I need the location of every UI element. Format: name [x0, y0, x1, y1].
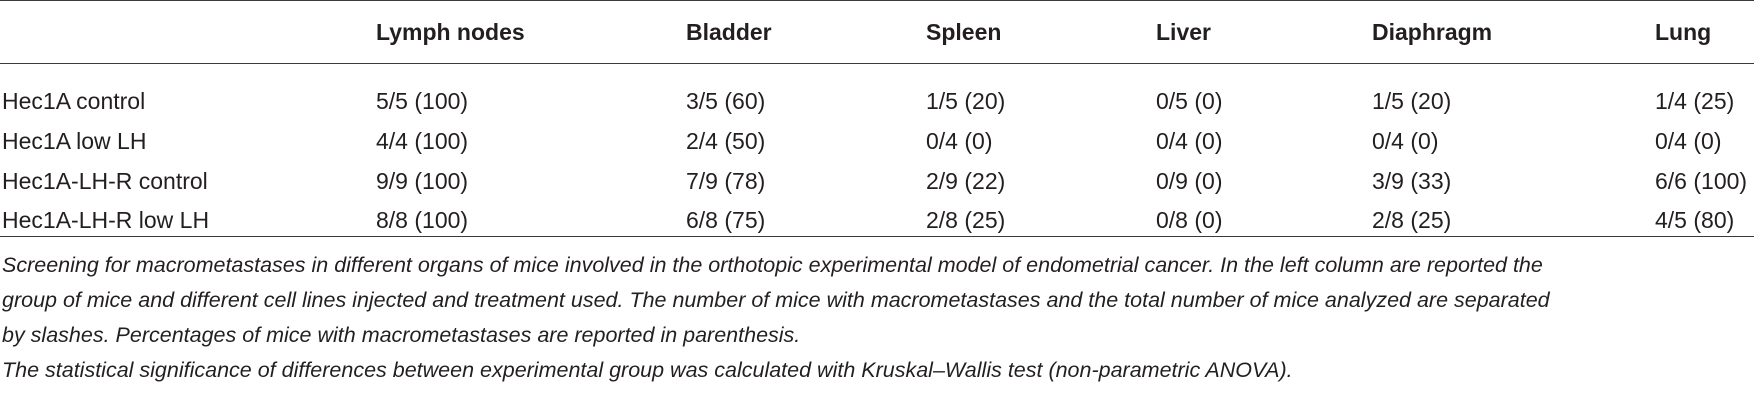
table-cell: 1/5 (20)	[926, 88, 1006, 114]
column-header-lymph-nodes: Lymph nodes	[376, 19, 525, 45]
table-cell: 4/5 (80)	[1655, 207, 1735, 233]
caption-line: group of mice and different cell lines injected and treatment used. The number of mice with macrometastases and the total number of mice analyzed are separated	[2, 288, 1550, 312]
column-header-spleen: Spleen	[926, 19, 1002, 45]
table-caption	[2, 248, 1752, 388]
table-cell: 0/8 (0)	[1156, 207, 1223, 233]
row-label: Hec1A-LH-R control	[2, 168, 208, 194]
table-cell: 0/4 (0)	[1372, 128, 1439, 154]
table-cell: 1/4 (25)	[1655, 88, 1735, 114]
row-label: Hec1A low LH	[2, 128, 147, 154]
caption-line: by slashes. Percentages of mice with macrometastases are reported in parenthesis.	[2, 323, 801, 347]
table-cell: 3/5 (60)	[686, 88, 766, 114]
table-cell: 0/4 (0)	[1655, 128, 1722, 154]
table-header-rule	[0, 63, 1754, 64]
table-cell: 9/9 (100)	[376, 168, 469, 194]
column-header-liver: Liver	[1156, 19, 1211, 45]
row-label: Hec1A control	[2, 88, 146, 114]
table-bottom-rule	[0, 236, 1754, 237]
table-cell: 2/9 (22)	[926, 168, 1006, 194]
column-header-diaphragm: Diaphragm	[1372, 19, 1493, 45]
column-header-lung: Lung	[1655, 19, 1712, 45]
table-cell: 8/8 (100)	[376, 207, 469, 233]
table-cell: 7/9 (78)	[686, 168, 766, 194]
caption-line: Screening for macrometastases in different organs of mice involved in the orthotopic experimental model of endometrial cancer. In the left column are reported the	[2, 253, 1543, 277]
table-cell: 4/4 (100)	[376, 128, 469, 154]
table-cell: 2/8 (25)	[1372, 207, 1452, 233]
table-cell: 6/8 (75)	[686, 207, 766, 233]
table-cell: 6/6 (100)	[1655, 168, 1748, 194]
table-top-rule	[0, 0, 1754, 1]
caption-line: The statistical significance of differences between experimental group was calculated with Kruskal–Wallis test (non-parametric ANOVA).	[2, 358, 1293, 382]
table-cell: 2/8 (25)	[926, 207, 1006, 233]
table-cell: 0/4 (0)	[1156, 128, 1223, 154]
table-cell: 0/5 (0)	[1156, 88, 1223, 114]
table-cell: 3/9 (33)	[1372, 168, 1452, 194]
table-cell: 0/9 (0)	[1156, 168, 1223, 194]
row-label: Hec1A-LH-R low LH	[2, 207, 210, 233]
table-cell: 5/5 (100)	[376, 88, 469, 114]
table-cell: 2/4 (50)	[686, 128, 766, 154]
table-cell: 1/5 (20)	[1372, 88, 1452, 114]
column-header-bladder: Bladder	[686, 19, 772, 45]
table-cell: 0/4 (0)	[926, 128, 993, 154]
